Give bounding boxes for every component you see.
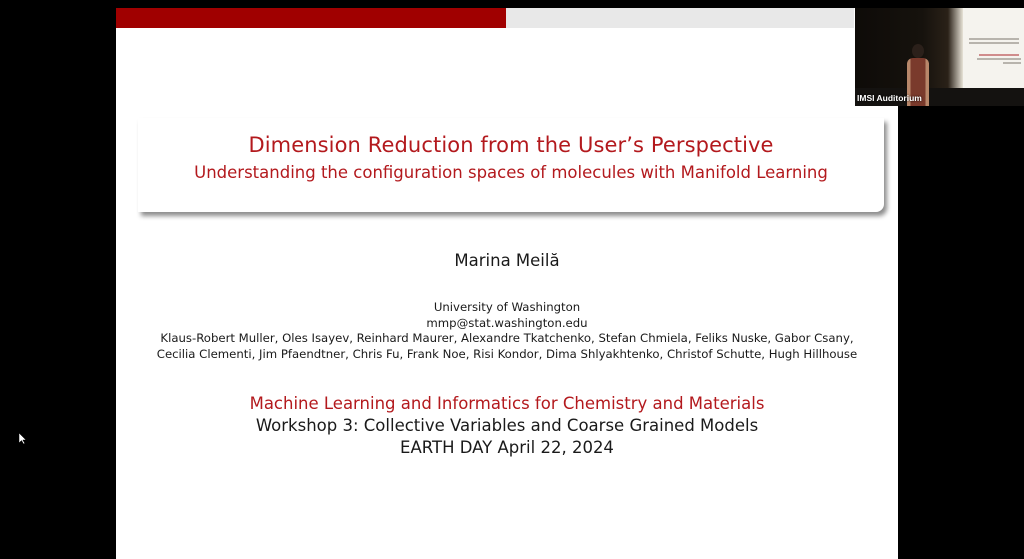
author-email: mmp@stat.washington.edu xyxy=(426,315,588,330)
title-box xyxy=(138,118,884,212)
event-program: Machine Learning and Informatics for Chemistry and Materials xyxy=(249,394,765,413)
event-date: EARTH DAY April 22, 2024 xyxy=(400,438,614,457)
projector-screen xyxy=(963,8,1024,88)
presentation-slide xyxy=(116,8,898,559)
event-block xyxy=(116,393,898,459)
collaborators-line-2: Cecilia Clementi, Jim Pfaendtner, Chris Fu, Frank Noe, Risi Kondor, Dima Shlyakhtenko, Christof Schutte, Hugh Hillhouse xyxy=(156,346,858,361)
slide-title: Dimension Reduction from the User’s Perspective xyxy=(248,133,774,157)
affiliation: University of Washington xyxy=(433,300,581,314)
slide-progress-fill xyxy=(116,8,506,28)
speaker-video-tile[interactable] xyxy=(855,8,1024,106)
slide-progress-bar xyxy=(116,8,854,28)
slide-subtitle: Understanding the configuration spaces of molecules with Manifold Learning xyxy=(194,163,828,182)
author-name: Marina Meilă xyxy=(454,251,560,270)
affiliation-block xyxy=(116,300,898,362)
collaborators-line-1: Klaus-Robert Muller, Oles Isayev, Reinhard Maurer, Alexandre Tkatchenko, Stefan Chmiela, Feliks Nuske, Gabor Csany, xyxy=(160,331,854,345)
video-tile-label: IMSI Auditorium xyxy=(857,93,922,103)
event-workshop: Workshop 3: Collective Variables and Coarse Grained Models xyxy=(255,416,759,435)
